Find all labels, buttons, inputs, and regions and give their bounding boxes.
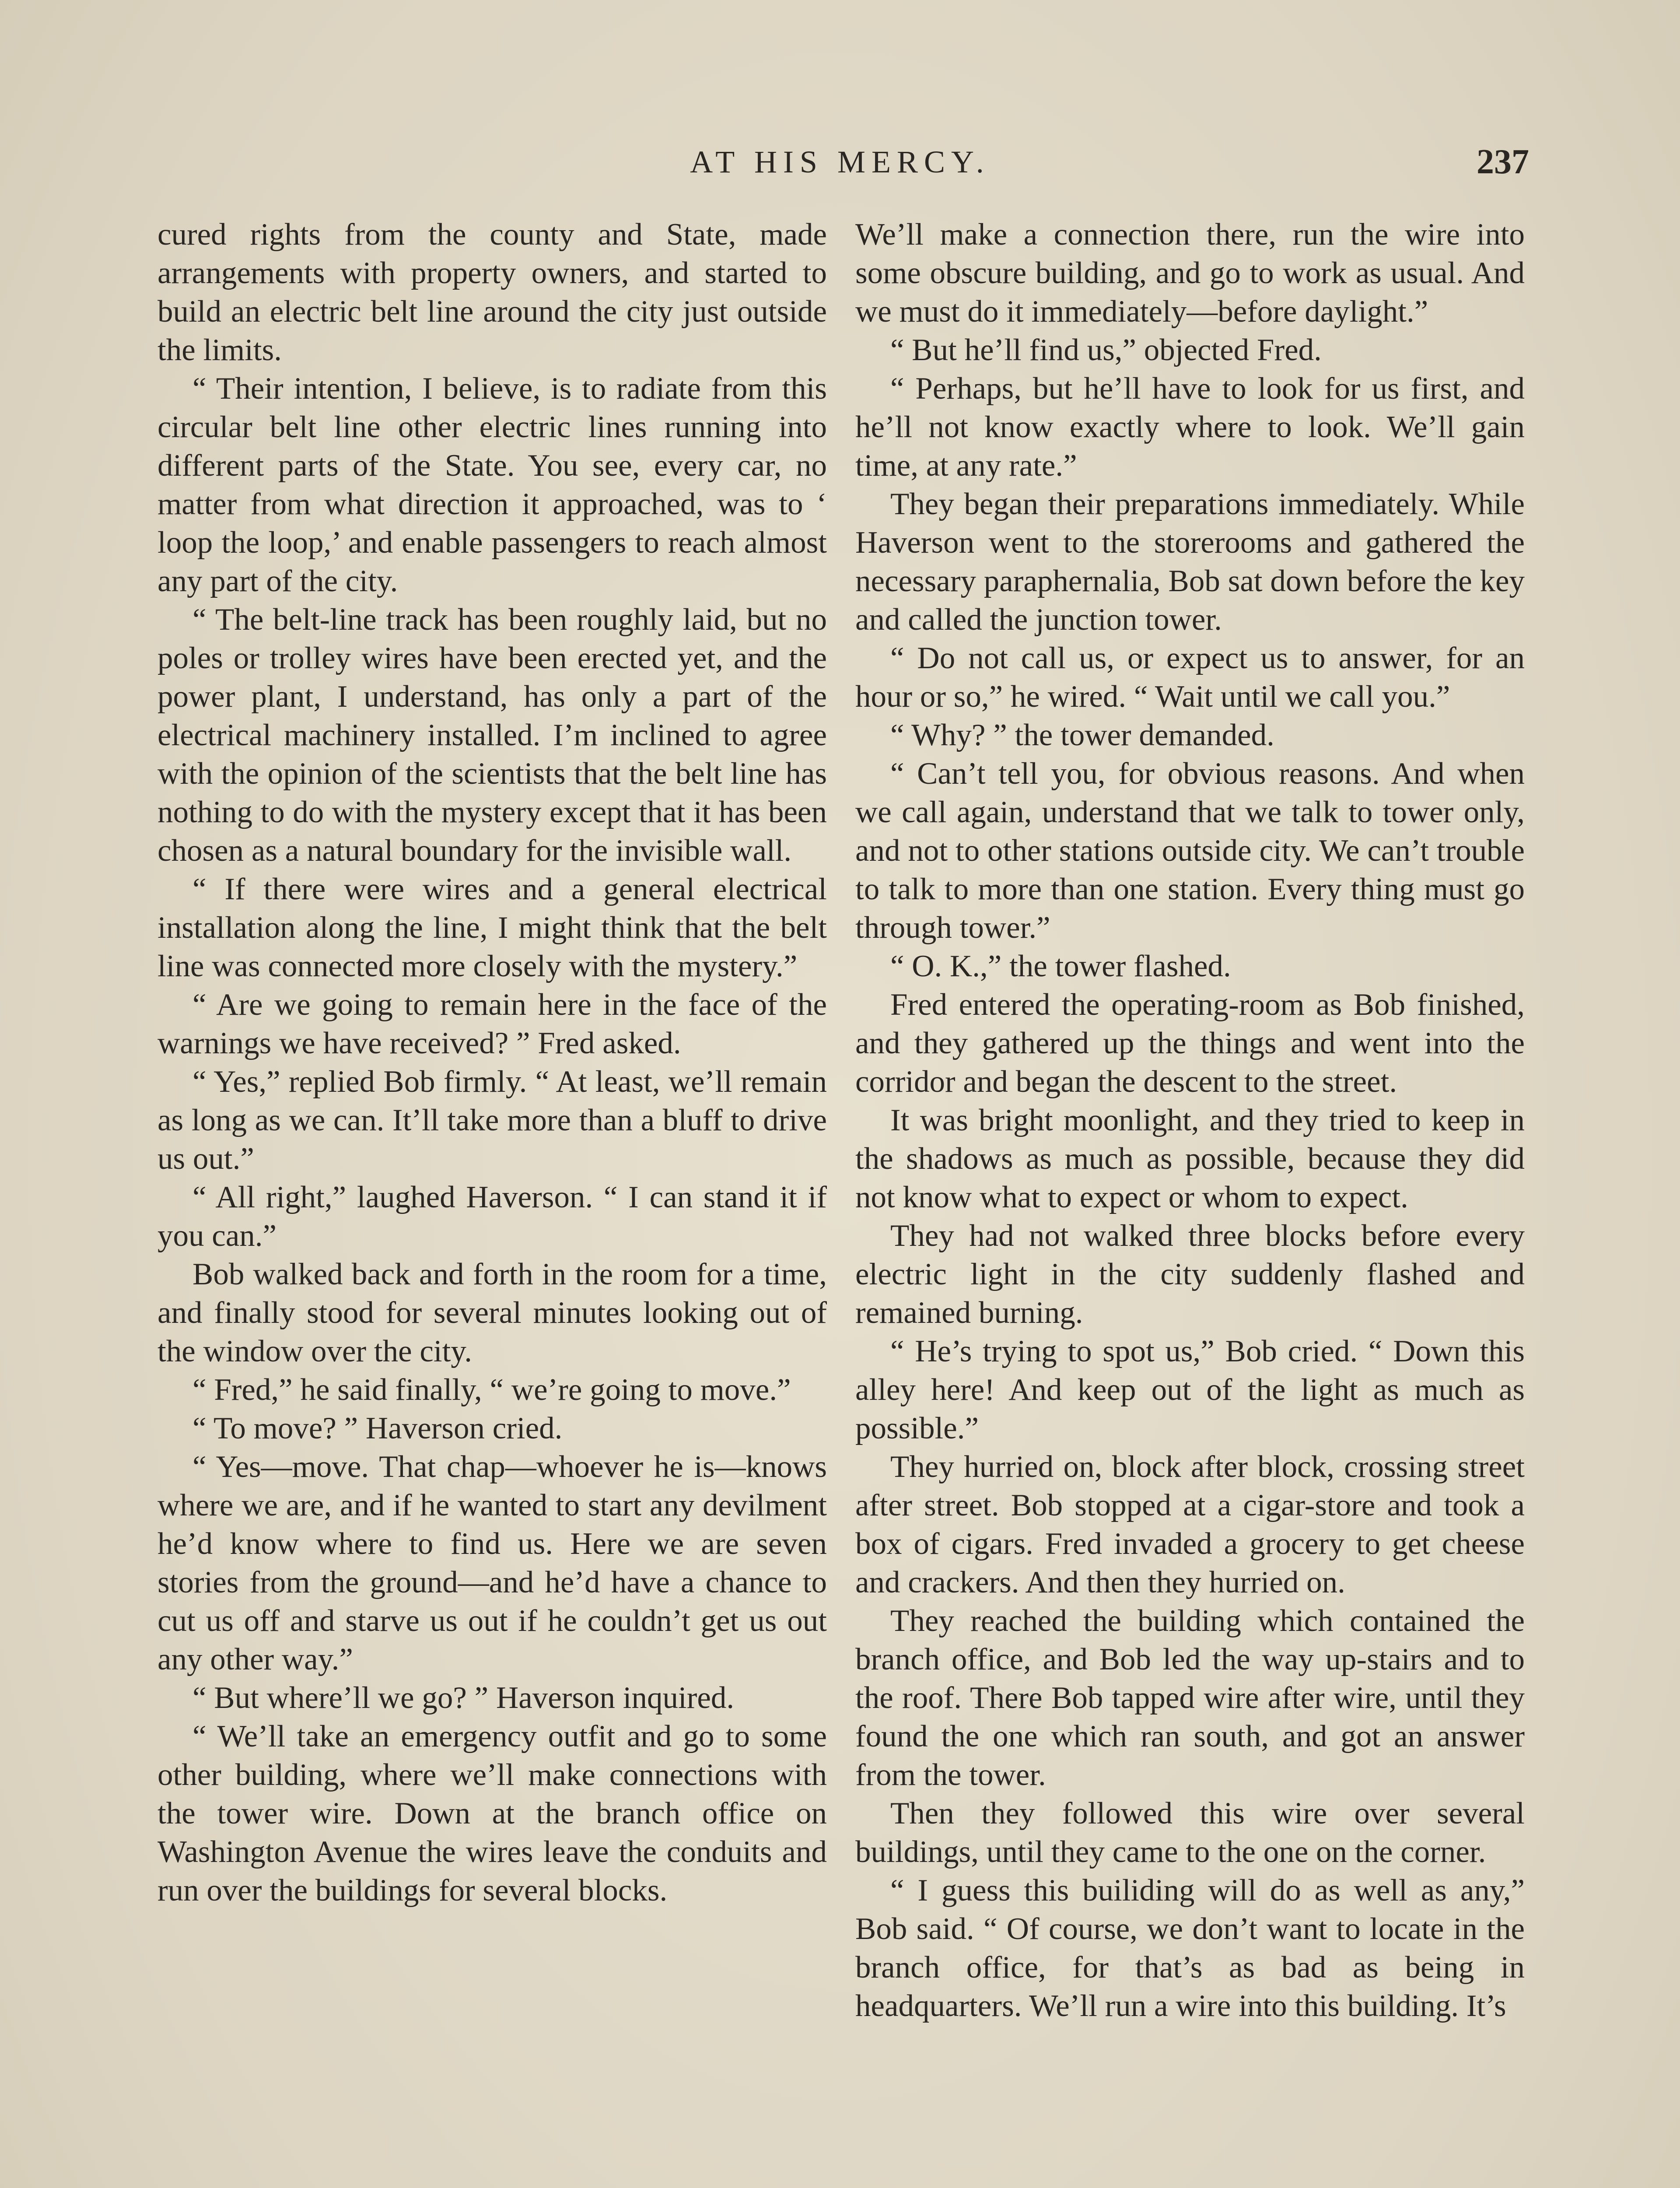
paragraph: “ Their intention, I believe, is to radiate from this circular belt line other electric lines running into different parts of the State. You see, every car, no matter from what direction it approached, was to ‘ loop the loop,’ and enable passengers to reach almost any part of the city. [158,372,827,598]
paragraph: They hurried on, block after block, crossing street after street. Bob stopped at a cigar-store and took a box of cigars. Fred invaded a grocery to get cheese and crackers. And then they hurried on. [855,1450,1525,1599]
paragraph: Bob walked back and forth in the room for a time, and finally stood for several minutes looking out of the window over the city. [158,1257,827,1368]
paragraph: “ To move? ” Haverson cried. [192,1411,563,1445]
paragraph: “ He’s trying to spot us,” Bob cried. “ Down this alley here! And keep out of the light as much as possible.” [855,1334,1525,1445]
paragraph: They had not walked three blocks before every electric light in the city suddenly flashed and remained burning. [855,1219,1525,1330]
paragraph: “ Yes—move. That chap—whoever he is—knows where we are, and if he wanted to start any devilment he’d know where to find us. Here we are seven stories from the ground—and he’d have a chance to cut us off and starve us out if he couldn’t get us out any other way.” [158,1450,827,1676]
paragraph: “ Fred,” he said finally, “ we’re going to move.” [192,1373,791,1407]
paragraph: “ All right,” laughed Haverson. “ I can stand it if you can.” [158,1180,827,1253]
paragraph: cured rights from the county and State, made arrangements with property owners, and started to build an electric belt line around the city just outside the limits. [158,217,827,367]
paragraph: “ Can’t tell you, for obvious reasons. And when we call again, understand that we talk to tower only, and not to other stations outside city. We can’t trouble to talk to more than one station. Every thing must go through tower.” [855,757,1525,945]
paragraph: “ I guess this builiding will do as well as any,” Bob said. “ Of course, we don’t want to locate in the branch office, for that’s as bad as being in headquarters. We’ll run a wire into this building. It’s [855,1873,1525,2023]
paragraph: “ We’ll take an emergency outfit and go to some other building, where we’ll make connections with the tower wire. Down at the branch office on Washington Avenue the wires leave the conduits and run over the buildings for several blocks. [158,1719,827,1907]
paragraph: They reached the building which contained the branch office, and Bob led the way up-stairs and to the roof. There Bob tapped wire after wire, until they found the one which ran south, and got an answer from the tower. [855,1604,1525,1792]
paragraph: “ Are we going to remain here in the face of the warnings we have received? ” Fred asked. [158,988,827,1060]
paragraph: “ But he’ll find us,” objected Fred. [890,333,1322,367]
left-column [158,215,827,1910]
paragraph: “ But where’ll we go? ” Haverson inquired. [192,1681,735,1715]
paragraph: They began their preparations immediately. While Haverson went to the storerooms and gathered the necessary paraphernalia, Bob sat down before the key and called the junction tower. [855,487,1525,637]
paragraph: “ Yes,” replied Bob firmly. “ At least, we’ll remain as long as we can. It’ll take more than a bluff to drive us out.” [158,1065,827,1176]
paragraph: “ Why? ” the tower demanded. [890,718,1274,752]
paragraph: Fred entered the operating-room as Bob finished, and they gathered up the things and went into the corridor and began the descent to the street. [855,988,1525,1099]
running-head: AT HIS MERCY. [690,144,990,179]
right-column [855,215,1525,2025]
paragraph: It was bright moonlight, and they tried to keep in the shadows as much as possible, because they did not know what to expect or whom to expect. [855,1103,1525,1214]
paragraph: “ If there were wires and a general electrical installation along the line, I might think that the belt line was connected more closely with the mystery.” [158,872,827,983]
paragraph: “ The belt-line track has been roughly laid, but no poles or trolley wires have been erected yet, and the power plant, I understand, has only a part of the electrical machinery installed. I’m inclined to agree with the opinion of the scientists that the belt line has nothing to do with the mystery except that it has been chosen as a natural boundary for the invisible wall. [158,603,827,868]
paragraph: “ Do not call us, or expect us to answer, for an hour or so,” he wired. “ Wait until we call you.” [855,641,1525,714]
page-number: 237 [1477,143,1529,181]
paragraph: We’ll make a connection there, run the wire into some obscure building, and go to work as usual. And we must do it immediately—before daylight.” [855,217,1525,329]
paragraph: “ O. K.,” the tower flashed. [890,949,1231,983]
paragraph: Then they followed this wire over several buildings, until they came to the one on the corner. [855,1796,1525,1869]
paragraph: “ Perhaps, but he’ll have to look for us first, and he’ll not know exactly where to look. We’ll gain time, at any rate.” [855,372,1525,483]
page-header [0,131,1680,193]
